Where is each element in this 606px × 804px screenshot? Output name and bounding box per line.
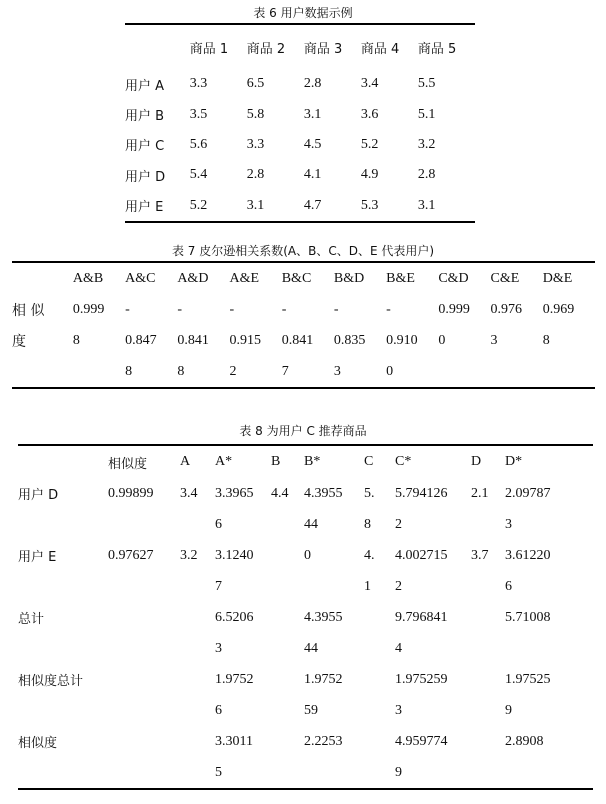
table-cell: 0.976 [490,301,523,317]
row-label: 相似度总计 [18,674,84,689]
table-cell: - [229,301,235,317]
table-row [12,325,595,356]
row-label: 用户 E [125,200,164,216]
table-cell: 0.915 [229,332,262,348]
table-cell: 5.5 [417,76,436,92]
table-cell: 4.5 [303,136,322,152]
column-header: D* [505,454,523,469]
table-row [18,695,593,726]
table-cell: 0.969 [542,301,575,317]
table-cell: 3.7 [471,547,489,563]
table-cell: 8 [364,516,371,532]
table-cell: 4.959774 [395,733,448,749]
table-cell: 2 [395,578,402,594]
column-header: D&E [542,270,573,286]
table-cell: - [125,301,130,317]
column-header: A [180,454,191,469]
table7 [12,261,595,389]
table-cell: 4.7 [303,197,322,213]
table-cell [271,633,304,664]
table-cell [180,695,215,726]
table-row [18,478,593,509]
table-cell: 2.8 [417,167,436,183]
table-row [18,664,593,695]
table-row [18,726,593,757]
column-header: C* [395,454,412,469]
table-cell [364,695,395,726]
table-cell [438,356,490,388]
row-label [18,695,108,726]
table-cell: 5.71008 [505,609,551,625]
table6 [125,23,475,223]
column-header: B [271,454,281,469]
column-header: 商品 2 [246,41,286,57]
table-cell: 5.1 [417,106,436,122]
table-cell: 3.3965 [215,485,254,501]
table8-caption: 表 8 为用户 C 推荐商品 [239,424,367,438]
table-cell: 0.841 [281,332,314,348]
table-cell: 8 [125,363,133,379]
row-label: 用户 D [18,488,59,503]
table-cell: 3 [333,363,341,379]
row-label [18,509,108,540]
column-header: A* [215,454,233,469]
table-cell [364,602,395,633]
table-cell [180,509,215,540]
column-header [18,446,108,478]
row-label [18,633,108,664]
row-label: 用户 B [125,109,165,125]
table-cell: 1.9752 [304,671,343,687]
table-cell [471,633,505,664]
table-cell: 44 [304,640,318,656]
table-cell: 2.8 [246,167,265,183]
table-cell [471,757,505,789]
table-cell: 4.3955 [304,609,343,625]
table-cell: 3.3 [246,136,265,152]
table-cell [108,571,180,602]
table-cell [271,571,304,602]
table-cell [471,695,505,726]
table-cell: 8 [177,363,185,379]
table-cell: 2.1 [471,485,489,501]
column-header: A&B [72,270,104,286]
table-cell [180,726,215,757]
table-cell: 5.8 [246,106,265,122]
table6-caption: 表 6 用户数据示例 [253,6,353,20]
column-header: 相似度 [108,456,148,472]
table-cell: 4 [395,640,402,656]
table-cell: 4.002715 [395,547,448,563]
table-cell: 1.97525 [505,671,551,687]
table-cell [543,356,595,388]
table-cell [108,633,180,664]
table-cell [180,633,215,664]
table-cell [271,664,304,695]
table-cell: 6 [215,516,222,532]
column-header: A&C [125,270,156,286]
table-cell: 4.3955 [304,485,343,501]
table-cell: 6.5206 [215,609,254,625]
table-cell: 9 [395,764,402,780]
table-cell: 9.796841 [395,609,448,625]
table-cell [364,633,395,664]
table-cell [108,695,180,726]
table-cell [471,664,505,695]
table-cell: 0.835 [333,332,366,348]
table-cell: - [333,301,339,317]
header-row [18,446,593,478]
column-header: C&E [490,270,520,286]
table-row [125,99,475,129]
row-label: 用户 A [125,78,165,94]
table-cell: 0.999 [438,301,470,317]
table-cell: - [281,301,287,317]
table-cell [108,726,180,757]
table-cell: 9 [505,702,512,718]
header-row [12,262,595,294]
table-cell [491,356,543,388]
table-cell: 1.9752 [215,671,254,687]
row-label: 用户 E [18,550,57,565]
column-header: A&D [177,270,209,286]
table7-caption: 表 7 皮尔逊相关系数(A、B、C、D、E 代表用户) [171,244,435,258]
column-header [125,24,190,69]
table-cell: 3.1 [303,106,322,122]
table-cell [271,757,304,789]
table-cell: 5.4 [189,167,208,183]
column-header: C&D [438,270,469,286]
table-cell: 6.5 [246,76,265,92]
table8 [18,446,593,790]
column-header: C [364,454,374,469]
table-cell: 4. [364,547,375,563]
table-cell [180,757,215,789]
table-cell: 8 [542,332,550,348]
row-label: 相 似 [12,302,45,319]
table-cell: 2.09787 [505,485,551,501]
table-cell: 3.6 [360,106,379,122]
table-cell: 7 [215,578,222,594]
table-row [18,509,593,540]
table-cell [271,726,304,757]
table-cell: 3.1240 [215,547,254,563]
column-header: B&D [333,270,365,286]
table-cell: 3 [490,332,498,348]
table-cell: 0 [438,332,446,348]
table-cell: 4.4 [271,485,289,501]
table-row [18,571,593,602]
table-cell: 2 [395,516,402,532]
table-cell [471,571,505,602]
table-cell [471,602,505,633]
table-cell [471,726,505,757]
column-header: 商品 5 [417,41,457,57]
table-cell [471,509,505,540]
table-cell: 8 [72,332,80,348]
table-cell: 2.2253 [304,733,343,749]
column-header: 商品 1 [189,41,229,57]
column-header [12,262,73,294]
column-header: B* [304,454,321,469]
table-cell: 2.8908 [505,733,544,749]
table-cell: 5.794126 [395,485,448,501]
table-cell: 3.5 [189,106,208,122]
table-cell: 5.3 [360,197,379,213]
table-cell [364,726,395,757]
row-label: 用户 D [125,169,166,185]
table-cell: 3.1 [246,197,265,213]
table-cell [108,509,180,540]
table-cell [505,633,593,664]
column-header: D [471,454,482,469]
table-cell [271,602,304,633]
column-header: B&C [281,270,312,286]
table-row [125,130,475,160]
table-cell [364,757,395,789]
table-row [12,294,595,325]
table-cell [108,664,180,695]
table-cell [271,695,304,726]
table-cell: 7 [281,363,289,379]
table-cell: 5.2 [189,197,208,213]
table-cell [304,757,364,789]
table-cell [180,664,215,695]
table-cell: 2.8 [303,76,322,92]
table-cell: 3.61220 [505,547,551,563]
table-cell [108,757,180,789]
row-label [18,571,108,602]
table-cell: 6 [505,578,512,594]
table-cell: 4.9 [360,167,379,183]
table-cell: 3 [215,640,222,656]
table-row [18,602,593,633]
table-row [125,160,475,190]
column-header: A&E [229,270,260,286]
table-row [125,69,475,99]
table-cell: 3.2 [417,136,436,152]
table-row [18,633,593,664]
row-label: 用户 C [125,139,165,155]
row-label [18,757,108,789]
table-cell: 3.4 [180,485,198,501]
table-row [18,757,593,789]
table-cell [364,664,395,695]
table-cell: 3 [395,702,402,718]
table-cell: 6 [215,702,222,718]
table-cell [108,602,180,633]
table-row [12,356,595,388]
row-label: 度 [12,333,26,350]
table-cell: 0 [304,547,311,563]
row-label: 相似度 [18,736,58,751]
table-cell: 3.3011 [215,733,253,749]
table-cell: 0.97627 [108,547,154,563]
table-cell: - [386,301,391,317]
table-cell: 5.6 [189,136,208,152]
table-cell [73,356,125,388]
table-cell: 1 [364,578,371,594]
table-cell [271,509,304,540]
table-cell: 5 [215,764,222,780]
table-cell: 3.2 [180,547,198,563]
column-header: 商品 4 [360,41,400,57]
table-cell [180,571,215,602]
table-cell: 3 [505,516,512,532]
row-label: 总计 [18,612,45,627]
table-row [18,540,593,571]
table-cell [304,571,364,602]
table-cell: 0.999 [72,301,105,317]
table-cell: 4.1 [303,167,322,183]
table-cell: 2 [229,363,237,379]
table-cell: 0.847 [125,332,157,348]
row-label [12,356,73,388]
table-cell: 3.1 [417,197,436,213]
table-cell [180,602,215,633]
table-cell [505,757,593,789]
table-cell: 0.910 [386,332,418,348]
table-cell: 0 [386,363,394,379]
header-row [125,24,475,69]
table-cell: 3.3 [189,76,208,92]
column-header: B&E [386,270,415,286]
table-cell: 44 [304,516,318,532]
table-cell [271,540,304,571]
table-cell: - [177,301,182,317]
table-cell: 0.99899 [108,485,154,501]
table-cell: 3.4 [360,76,379,92]
table-cell: 0.841 [177,332,209,348]
column-header: 商品 3 [303,41,343,57]
table-row [125,191,475,222]
table-cell: 5. [364,485,375,501]
table-cell: 59 [304,702,318,718]
table-cell: 5.2 [360,136,379,152]
table-cell: 1.975259 [395,671,448,687]
